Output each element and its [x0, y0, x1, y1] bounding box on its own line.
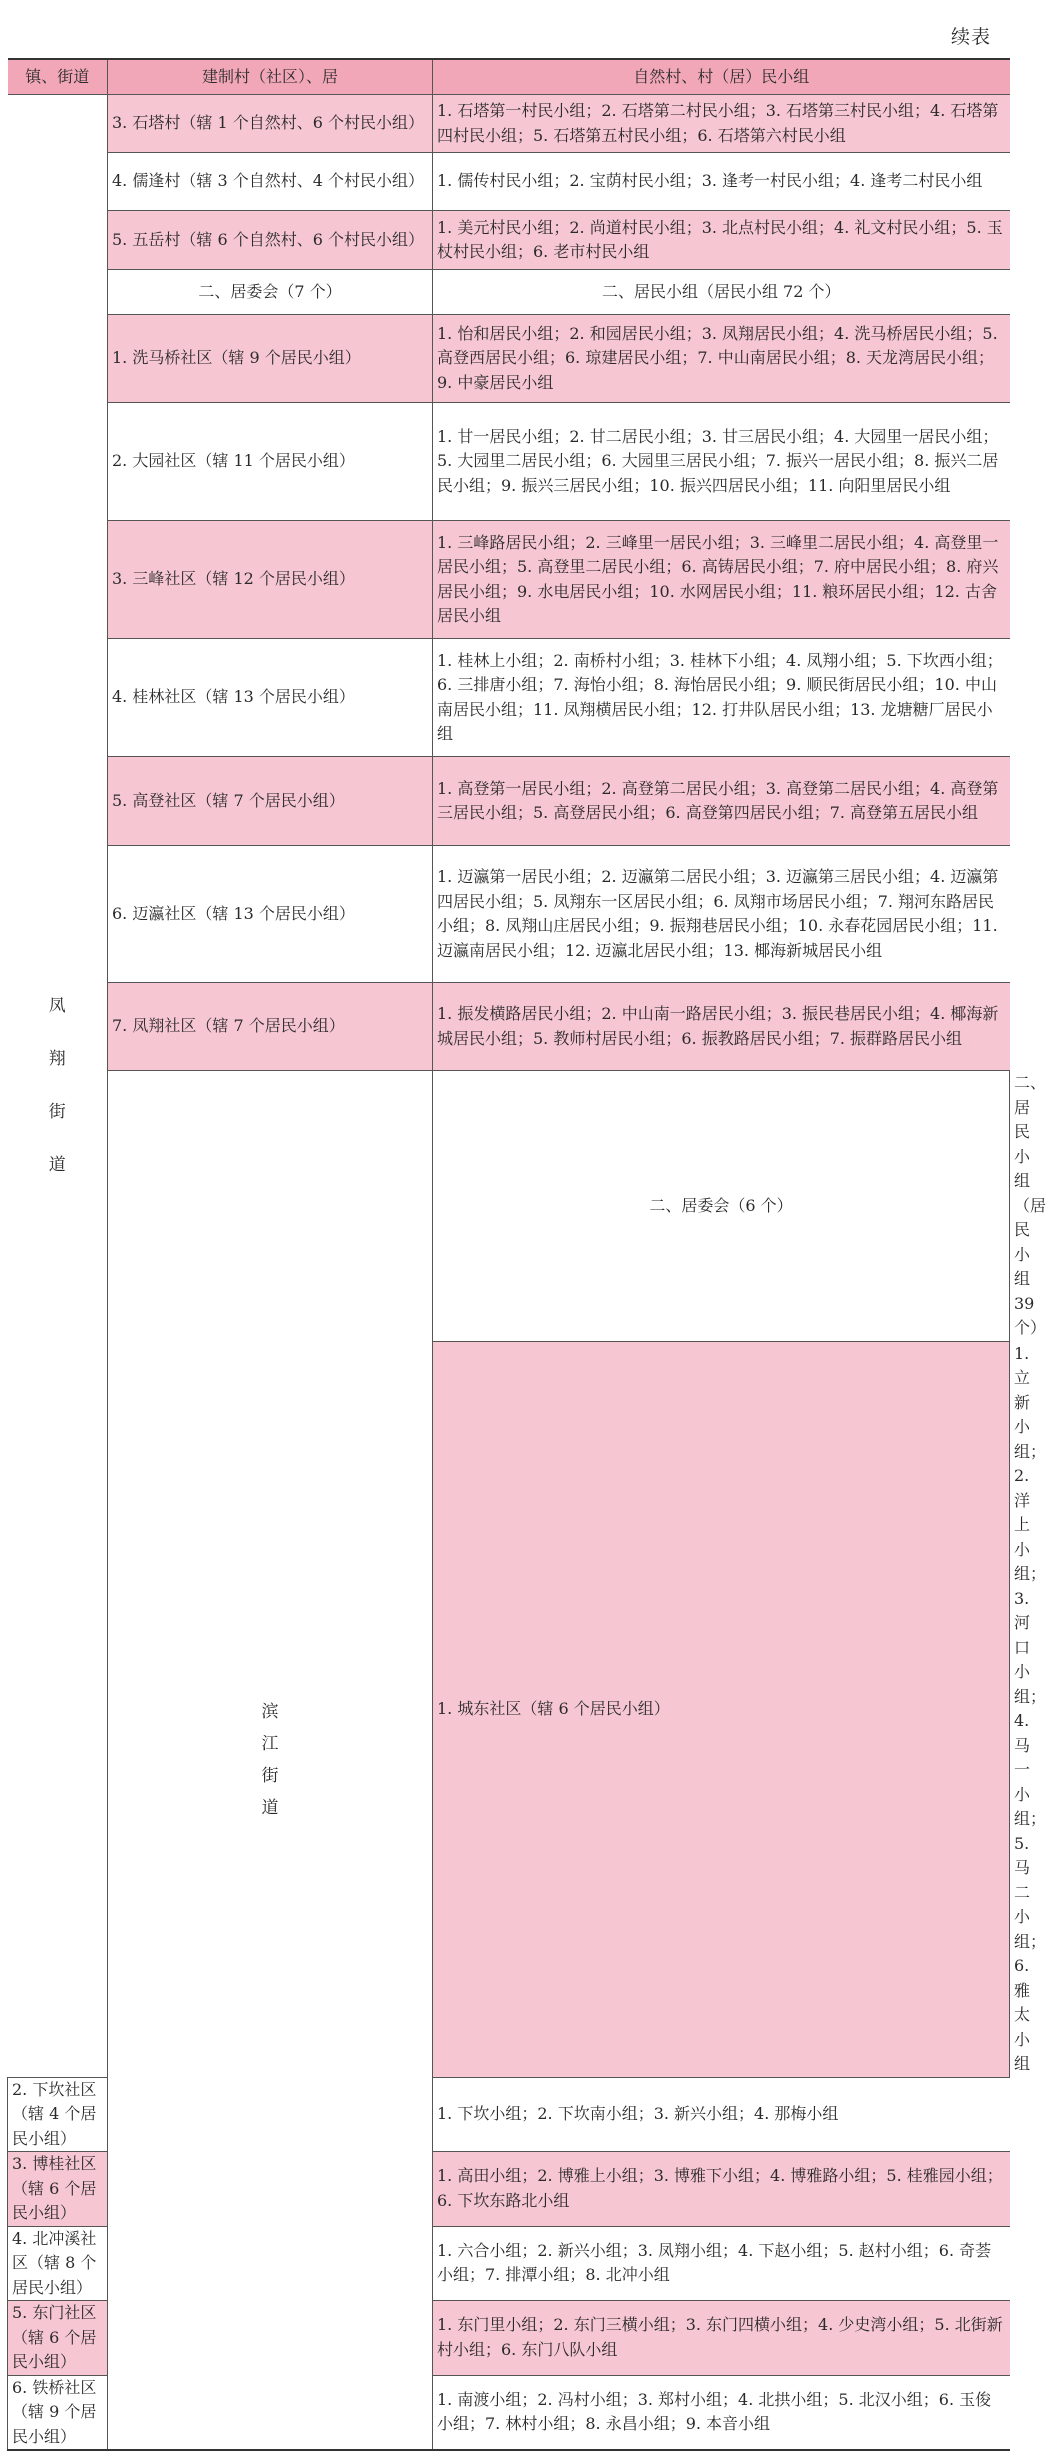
- community-groups: 1. 甘一居民小组；2. 甘二居民小组；3. 甘三居民小组；4. 大园里一居民小组；5. 大园里二居民小组；6. 大园里三居民小组；7. 振兴一居民小组；8. 振兴二居民小组；9. 振兴三居民小组；10. 振兴四居民小组；11. 向阳里居民小组: [433, 403, 1010, 521]
- table-caption: 续表: [950, 26, 991, 48]
- community-name: 3. 博桂社区（辖 6 个居民小组）: [8, 2152, 108, 2227]
- community-name: 7. 凤翔社区（辖 7 个居民小组）: [108, 983, 433, 1071]
- community-name: 2. 大园社区（辖 11 个居民小组）: [108, 403, 433, 521]
- table-row: [8, 846, 1010, 983]
- admin-division-table: [7, 58, 1046, 2451]
- subheading-committees: 二、居委会（6 个）: [433, 1071, 1010, 1342]
- header-community: 建制村（社区）、居: [108, 59, 433, 95]
- community-groups: 1. 怡和居民小组；2. 和园居民小组；3. 凤翔居民小组；4. 洗马桥居民小组；5. 高登西居民小组；6. 琼建居民小组；7. 中山南居民小组；8. 天龙湾居民小组；9. 中豪居民小组: [433, 315, 1010, 403]
- community-groups: 1. 高田小组；2. 博雅上小组；3. 博雅下小组；4. 博雅路小组；5. 桂雅园小组；6. 下坎东路北小组: [433, 2152, 1010, 2227]
- table-row: [8, 95, 1010, 153]
- town-char: 街: [48, 1102, 66, 1123]
- table-row: 1. 城东社区（辖 6 个居民小组） 1. 立新小组；2. 洋上小组；3. 河口小组；4. 马一小组；5. 马二小组；6. 雅太小组: [8, 1341, 1010, 2077]
- village-groups: 1. 儒传村民小组；2. 宝荫村民小组；3. 逢考一村民小组；4. 逢考二村民小组: [433, 153, 1010, 211]
- community-groups: 1. 桂林上小组；2. 南桥村小组；3. 桂林下小组；4. 凤翔小组；5. 下坎西小组；6. 三排唐小组；7. 海怡小组；8. 海怡居民小组；9. 顺民街居民小组；10. 中山南居民小组；11. 凤翔横居民小组；12. 打井队居民小组；13. 龙塘糖厂居民小组: [433, 639, 1010, 757]
- community-groups: 1. 高登第一居民小组；2. 高登第二居民小组；3. 高登第二居民小组；4. 高登第三居民小组；5. 高登居民小组；6. 高登第四居民小组；7. 高登第五居民小组: [433, 757, 1010, 846]
- village-name: 3. 石塔村（辖 1 个自然村、6 个村民小组）: [108, 95, 433, 153]
- header-groups: 自然村、村（居）民小组: [433, 59, 1010, 95]
- community-name: 5. 东门社区（辖 6 个居民小组）: [8, 2301, 108, 2376]
- subheading-resident-groups: 二、居民小组（居民小组 72 个）: [433, 270, 1010, 315]
- town-char: 滨: [261, 1702, 279, 1722]
- subheading-committees: 二、居委会（7 个）: [108, 270, 433, 315]
- table-row: [8, 211, 1010, 270]
- table-row: [8, 521, 1010, 639]
- community-name: 2. 下坎社区（辖 4 个居民小组）: [8, 2077, 108, 2152]
- table-row: [8, 315, 1010, 403]
- community-name: 3. 三峰社区（辖 12 个居民小组）: [108, 521, 433, 639]
- community-name: 4. 桂林社区（辖 13 个居民小组）: [108, 639, 433, 757]
- community-groups: 1. 南渡小组；2. 冯村小组；3. 郑村小组；4. 北拱小组；5. 北汉小组；6. 玉俊小组；7. 林村小组；8. 永昌小组；9. 本音小组: [433, 2375, 1010, 2450]
- community-groups: 1. 振发横路居民小组；2. 中山南一路居民小组；3. 振民巷居民小组；4. 椰海新城居民小组；5. 教师村居民小组；6. 振教路居民小组；7. 振群路居民小组: [433, 983, 1010, 1071]
- village-groups: 1. 石塔第一村民小组；2. 石塔第二村民小组；3. 石塔第三村民小组；4. 石塔第四村民小组；5. 石塔第五村民小组；6. 石塔第六村民小组: [433, 95, 1010, 153]
- header-row: [8, 59, 1010, 95]
- community-name: 1. 洗马桥社区（辖 9 个居民小组）: [108, 315, 433, 403]
- community-name: 5. 高登社区（辖 7 个居民小组）: [108, 757, 433, 846]
- village-groups: 1. 美元村民小组；2. 尚道村民小组；3. 北点村民小组；4. 礼文村民小组；5. 玉杖村民小组；6. 老市村民小组: [433, 211, 1010, 270]
- town-char: 道: [48, 1155, 66, 1176]
- subheading-row: [8, 270, 1010, 315]
- community-groups: 1. 三峰路居民小组；2. 三峰里一居民小组；3. 三峰里二居民小组；4. 高登里一居民小组；5. 高登里二居民小组；6. 高铸居民小组；7. 府中居民小组；8. 府兴居民小组；9. 水电居民小组；10. 水网居民小组；11. 粮环居民小组；12. 古舍居民小组: [433, 521, 1010, 639]
- community-name: 6. 铁桥社区（辖 9 个居民小组）: [8, 2375, 108, 2450]
- table-row: [8, 983, 1010, 1071]
- town-char: 江: [261, 1734, 279, 1754]
- town-cell-fengxiang: [8, 95, 108, 2078]
- community-name: 1. 城东社区（辖 6 个居民小组）: [433, 1341, 1010, 2077]
- village-name: 5. 五岳村（辖 6 个自然村、6 个村民小组）: [108, 211, 433, 270]
- subheading-row: 滨 江 街 道 二、居委会（6 个） 二、居民小组（居民小组 39 个）: [8, 1071, 1010, 1342]
- table-row: [8, 639, 1010, 757]
- community-groups: 1. 东门里小组；2. 东门三横小组；3. 东门四横小组；4. 少史湾小组；5. 北街新村小组；6. 东门八队小组: [433, 2301, 1010, 2376]
- community-groups: 1. 迈瀛第一居民小组；2. 迈瀛第二居民小组；3. 迈瀛第三居民小组；4. 迈瀛第四居民小组；5. 凤翔东一区居民小组；6. 凤翔市场居民小组；7. 翔河东路居民小组；8. 凤翔山庄居民小组；9. 振翔巷居民小组；10. 永春花园居民小组；11. 迈瀛南居民小组；12. 迈瀛北居民小组；13. 椰海新城居民小组: [433, 846, 1010, 983]
- village-name: 4. 儒逢村（辖 3 个自然村、4 个村民小组）: [108, 153, 433, 211]
- community-groups: 1. 下坎小组；2. 下坎南小组；3. 新兴小组；4. 那梅小组: [433, 2077, 1010, 2152]
- town-char: 翔: [48, 1049, 66, 1070]
- community-name: 6. 迈瀛社区（辖 13 个居民小组）: [108, 846, 433, 983]
- town-char: 凤: [48, 996, 66, 1017]
- community-name: 4. 北冲溪社区（辖 8 个居民小组）: [8, 2226, 108, 2301]
- town-cell-binjiang: [108, 1071, 433, 2451]
- community-groups: 1. 六合小组；2. 新兴小组；3. 凤翔小组；4. 下赵小组；5. 赵村小组；6. 奇荟小组；7. 排潭小组；8. 北冲小组: [433, 2226, 1010, 2301]
- header-town: 镇、街道: [8, 59, 108, 95]
- town-char: 街: [261, 1766, 279, 1786]
- table-row: [8, 403, 1010, 521]
- town-char: 道: [261, 1798, 279, 1818]
- table-row: [8, 153, 1010, 211]
- table-row: [8, 757, 1010, 846]
